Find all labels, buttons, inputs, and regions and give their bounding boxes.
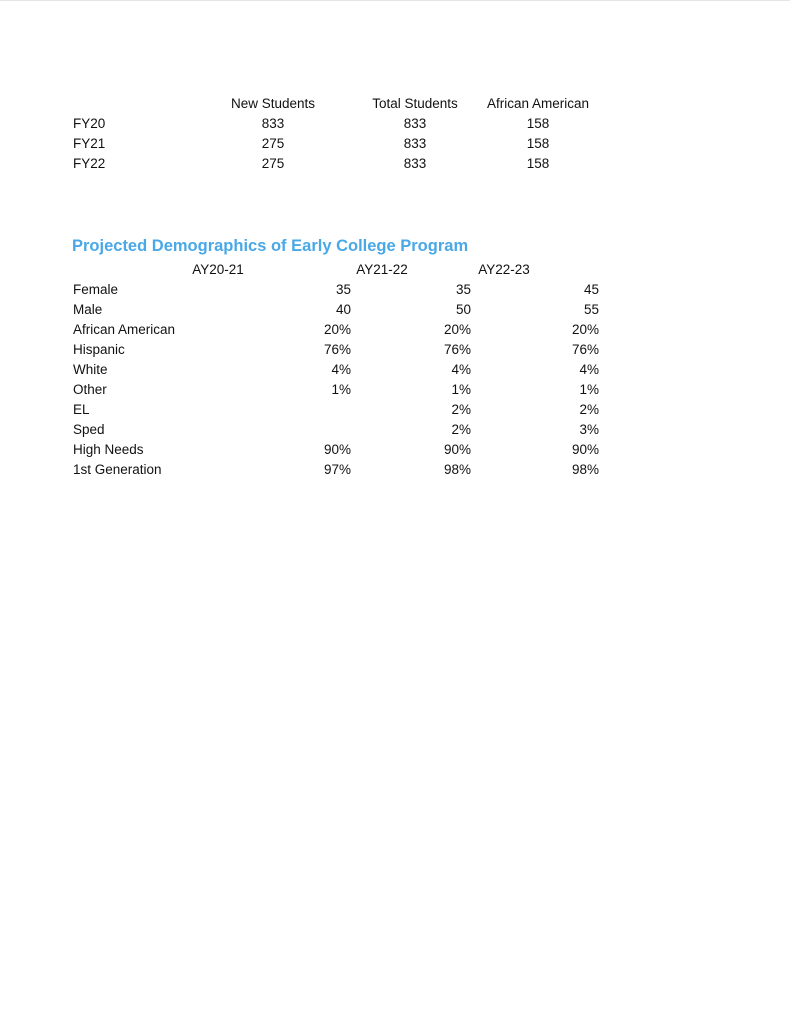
row-label-fy20: FY20 (73, 116, 106, 131)
demo-label-high-needs: High Needs (73, 442, 144, 457)
cell-fy22-new: 275 (261, 156, 285, 171)
demo-label-hispanic: Hispanic (73, 342, 125, 357)
demo-high-needs-ay21-22: 90% (443, 442, 471, 457)
demo-other-ay21-22: 1% (451, 382, 471, 397)
demo-label-white: White (73, 362, 108, 377)
header-african-american: African American (486, 96, 590, 111)
demo-male-ay21-22: 50 (455, 302, 471, 317)
demo-label-african-american: African American (73, 322, 176, 337)
demo-african-american-ay21-22: 20% (443, 322, 471, 337)
demo-african-american-ay20-21: 20% (323, 322, 351, 337)
demo-hispanic-ay22-23: 76% (571, 342, 599, 357)
demo-white-ay22-23: 4% (579, 362, 599, 377)
cell-fy21-new: 275 (261, 136, 285, 151)
year-header-ay21-22: AY21-22 (356, 262, 408, 277)
cell-fy20-total: 833 (403, 116, 427, 131)
demo-label-el: EL (73, 402, 90, 417)
demo-label-female: Female (73, 282, 119, 297)
demo-el-ay21-22: 2% (451, 402, 471, 417)
demo-high-needs-ay22-23: 90% (571, 442, 599, 457)
demo-label-1st-generation: 1st Generation (73, 462, 162, 477)
row-label-fy21: FY21 (73, 136, 106, 151)
demo-sped-ay21-22: 2% (451, 422, 471, 437)
cell-fy22-total: 833 (403, 156, 427, 171)
page-top-border (0, 0, 790, 1)
demographics-title: Projected Demographics of Early College Program (72, 237, 469, 255)
cell-fy22-aa: 158 (526, 156, 550, 171)
year-header-ay22-23: AY22-23 (478, 262, 530, 277)
row-label-fy22: FY22 (73, 156, 106, 171)
demo-white-ay21-22: 4% (451, 362, 471, 377)
cell-fy21-total: 833 (403, 136, 427, 151)
demo-hispanic-ay21-22: 76% (443, 342, 471, 357)
cell-fy21-aa: 158 (526, 136, 550, 151)
demo-label-other: Other (73, 382, 107, 397)
demo-label-sped: Sped (73, 422, 105, 437)
demo-female-ay20-21: 35 (335, 282, 351, 297)
demo-male-ay20-21: 40 (335, 302, 351, 317)
header-total-students: Total Students (372, 96, 458, 111)
demo-other-ay20-21: 1% (331, 382, 351, 397)
year-header-ay20-21: AY20-21 (192, 262, 244, 277)
demo-1st-generation-ay20-21: 97% (323, 462, 351, 477)
header-new-students: New Students (230, 96, 316, 111)
demo-high-needs-ay20-21: 90% (323, 442, 351, 457)
cell-fy20-aa: 158 (526, 116, 550, 131)
demo-el-ay22-23: 2% (579, 402, 599, 417)
demo-other-ay22-23: 1% (579, 382, 599, 397)
demo-african-american-ay22-23: 20% (571, 322, 599, 337)
demo-hispanic-ay20-21: 76% (323, 342, 351, 357)
cell-fy20-new: 833 (261, 116, 285, 131)
demo-female-ay21-22: 35 (455, 282, 471, 297)
demo-female-ay22-23: 45 (583, 282, 599, 297)
demo-label-male: Male (73, 302, 103, 317)
demo-male-ay22-23: 55 (583, 302, 599, 317)
demo-white-ay20-21: 4% (331, 362, 351, 377)
demo-1st-generation-ay21-22: 98% (443, 462, 471, 477)
demo-1st-generation-ay22-23: 98% (571, 462, 599, 477)
demo-sped-ay22-23: 3% (579, 422, 599, 437)
